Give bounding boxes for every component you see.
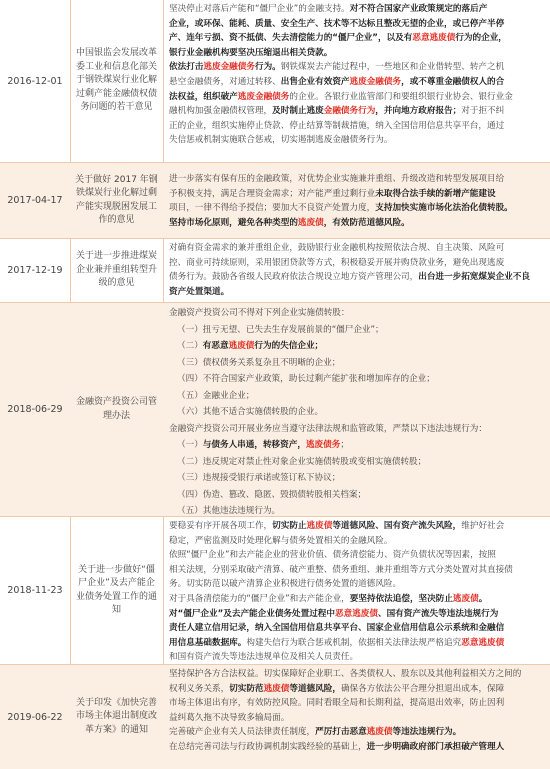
table-row <box>0 665 550 769</box>
content-cell: 要稳妥有序开展各项工作，切实防止逃废债等道德风险、国有资产流失风险，维护好社会 稳定，严密监测及时处理化解与债务处置相关的金融风险。 依照“僵尸企业”和去产能企业的营业价值、债务清偿能力、资产负债状况等因素，按照 相关法规，分别采取破产清算、破产重整、债务重组、兼并重组等方式分类处置对其直接债 务。切实防范以破产清算企业积极进行债务处置的道德风险。 对于具备清偿能力的“僵尸企业”和去产能企业，要坚持依法追偿，坚决防止逃废债。 对“僵尸企业”及去产能企业债务处置过程中恶意逃废债、国有资产流失等违法违规行为 责任人建立信用记录，纳入全国信用信息共享平台、国家企业信用信息公示系统和金融信 用信息基础数据库。构建失信行为联合惩戒机制，依据相关法律法规严格追究恶意逃废债 和国有资产流失等违法违规单位及相关人员责任。 <box>169 521 513 663</box>
date-cell: 2018-06-29 <box>7 404 63 415</box>
content-cell: 进一步落实有保有压的金融政策，对优势企业实施兼并重组、升级改造和转型发展项目给 予积极支持，满足合理资金需求；对产能严重过剩行业未取得合法手续的新增产能建设 项目，一律不得给予授信；要加大不良资产处置力度，支持加快实施市场化法治化债转股。 坚持市场化原则，避免各种类型的逃废债，有效防范道德风险。 <box>169 174 513 228</box>
table-row <box>0 303 550 517</box>
table-row <box>0 0 550 163</box>
document-title-cell: 关于进一步推进煤炭企业兼并重组转型升级的意见 <box>75 251 157 289</box>
table-row <box>0 517 550 665</box>
date-cell: 2016-12-01 <box>7 75 63 87</box>
content-cell: 对确有资金需求的兼并重组企业，鼓励银行业金融机构按照依法合规、自主决策、风险可 控、商业可持续原则，采用银团贷款等方式，积极稳妥开展并购贷款业务，避免出现逃废 债务行为。鼓励各省级人民政府依法合规设立地方资产管理公司，出台进一步拓宽煤炭企业不良 资产处置渠道。 <box>169 243 530 297</box>
table-row <box>0 239 550 303</box>
content-cell: 坚持保护各方合法权益。切实保障好企业职工、各类债权人、股东以及其他利益相关方之间的 权利义务关系，切实防范逃废债等道德风险，确保各方依法公平合理分担退出成本，保障 市场主体退出有序，有效防控风险。同时看眼全局和长期利益，提高退出效率，防止因利 益纠葛久拖不决导致多输局面。 完善破产企业有关人员法律责任制度，严厉打击恶意逃废债等违法违规行为。 在总结完善司法与行政协调机制实践经验的基础上，进一步明确政府部门承担破产管理人 <box>169 669 522 752</box>
document-title-cell: 关于做好 2017 年钢铁煤炭行业化解过剩产能实现脱困发展工作的意见 <box>75 174 158 225</box>
table-row <box>0 163 550 239</box>
document-title-cell: 关于印发《加快完善市场主体退出制度改革方案》的通知 <box>75 697 157 735</box>
document-title-cell: 中国银监会发展改革委工业和信息化部关于钢铁煤炭行业化解过剩产能金融债权债务问题的若干意见 <box>75 48 157 113</box>
date-cell: 2017-04-17 <box>7 195 63 206</box>
document-title-cell: 关于进一步做好“僵尸企业”及去产能企业债务处置工作的通知 <box>75 564 157 615</box>
date-cell: 2017-12-19 <box>7 265 63 276</box>
content-cell: 金融资产投资公司不得对下列企业实施债转股： （一）扭亏无望、已失去生存发展前景的“僵尸企业”； （二）有恶意逃废债行为的失信企业； （三）债权债务关系复杂且不明晰的企业； （四）不符合国家产业政策，助长过剩产能扩张和增加库存的企业； （五）金融业企业； （六）其他不适合实施债转股的企业。 金融资产投资公司开展业务应当遵守法律法规和监管政策，严禁以下违法违规行为： （一）与债务人串通，转移资产，逃废债务； （二）违反规定对禁止性对象企业实施债转股或变相实施债转股； （三）违规接受银行承诺或签订私下协议； （四）伪造、篡改、隐匿、毁损债转股相关档案； （五）其他违法违规行为。 <box>169 308 487 516</box>
date-cell: 2019-06-22 <box>7 711 63 723</box>
content-cell: 坚决停止对落后产能和“僵尸企业”的金融支持。对不符合国家产业政策规定的落后产 企业，或环保、能耗、质量、安全生产、技术等不达标且整改无望的企业，或已停产半停 产、连年亏损、资不抵债、失去清偿能力的“僵尸企业”，以及有恶意逃废债行为的企业， 银行业金融机构要坚决压缩退出相关贷款。 依法打击逃废金融债务行为。钢铁煤炭去产能过程中，一些地区和企业借转型、转产之机 悬空金融债务，对通过转移、出售企业有效资产逃废金融债务，或不尊重金融债权人的合 法权益，组织破产逃废金融债务的企业。各银行业监管部门和要组织银行业协会、银行业金 融机构加强金融债权管理，及时制止逃废金融债务行为，并向地方政府报告；对于拒不纠 正的企业，组织实施停止贷款、停止结算等制裁措施，纳入全国信用信息共享平台，通过 失信惩戒机制实施联合惩戒，切实遏制逃废金融债务行为。 <box>169 4 513 146</box>
document-title-cell: 金融资产投资公司管理办法 <box>75 397 157 421</box>
date-cell: 2018-11-23 <box>7 585 63 596</box>
